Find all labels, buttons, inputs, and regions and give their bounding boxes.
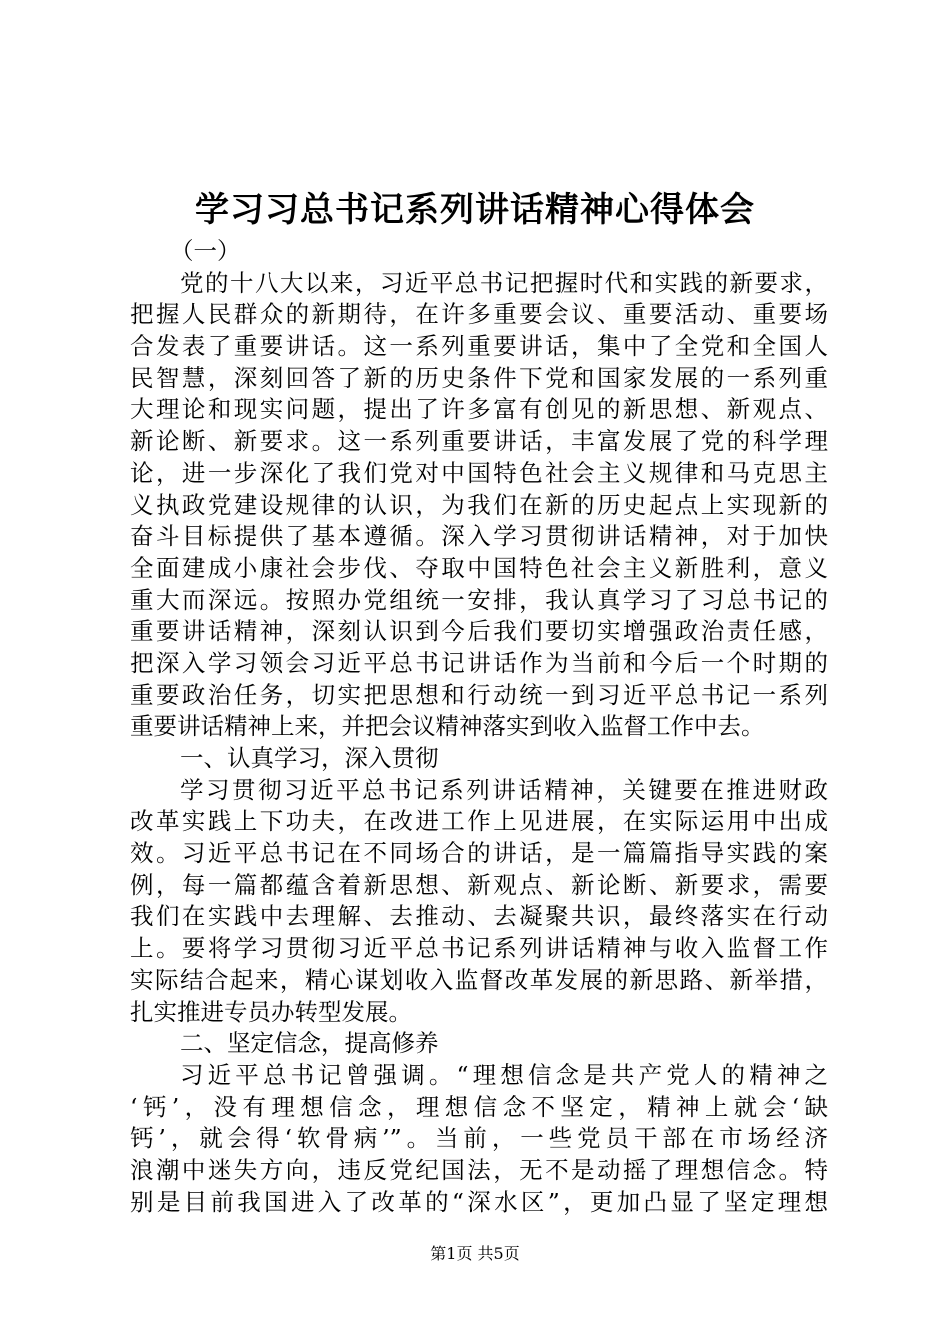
body-text-line: 义执政党建设规律的认识，为我们在新的历史起点上实现新的 [130, 490, 828, 519]
body-text-line: 别是目前我国进入了改革的“深水区”，更加凸显了坚定理想 [130, 1187, 828, 1216]
body-text-line: 例，每一篇都蕴含着新思想、新观点、新论断、新要求，需要 [130, 870, 828, 899]
body-text-line: 扎实推进专员办转型发展。 [130, 997, 412, 1026]
body-text-line: 党的十八大以来，习近平总书记把握时代和实践的新要求， [180, 268, 828, 297]
body-text-line: 奋斗目标提供了基本遵循。深入学习贯彻讲话精神，对于加快 [130, 522, 828, 551]
body-text-line: 把握人民群众的新期待，在许多重要会议、重要活动、重要场 [130, 300, 828, 329]
body-text-line: 效。习近平总书记在不同场合的讲话，是一篇篇指导实践的案 [130, 839, 828, 868]
body-text-line: 论，进一步深化了我们党对中国特色社会主义规律和马克思主 [130, 458, 828, 487]
body-text-line: 我们在实践中去理解、去推动、去凝聚共识，最终落实在行动 [130, 902, 828, 931]
body-text-line: 重要讲话精神，深刻认识到今后我们要切实增强政治责任感， [130, 617, 828, 646]
body-text-line: 新论断、新要求。这一系列重要讲话，丰富发展了党的科学理 [130, 427, 828, 456]
body-text-line: 浪潮中迷失方向，违反党纪国法，无不是动摇了理想信念。特 [130, 1155, 828, 1184]
body-text-line: 一、认真学习，深入贯彻 [180, 744, 439, 772]
body-text-line: （一） [170, 237, 241, 265]
body-text-line: 习近平总书记曾强调。“理想信念是共产党人的精神之 [180, 1060, 828, 1089]
body-text-line: ‘钙’，没有理想信念，理想信念不坚定，精神上就会‘缺 [130, 1092, 828, 1121]
body-text-line: 重要讲话精神上来，并把会议精神落实到收入监督工作中去。 [130, 712, 765, 741]
body-text-line: 改革实践上下功夫，在改进工作上见进展，在实际运用中出成 [130, 807, 828, 836]
body-text-line: 民智慧，深刻回答了新的历史条件下党和国家发展的一系列重 [130, 363, 828, 392]
body-text-line: 学习贯彻习近平总书记系列讲话精神，关键要在推进财政 [180, 775, 828, 804]
body-text-line: 大理论和现实问题，提出了许多富有创见的新思想、新观点、 [130, 395, 828, 424]
body-text-line: 上。要将学习贯彻习近平总书记系列讲话精神与收入监督工作 [130, 934, 828, 963]
page-number-footer: 第1页 共5页 [430, 1244, 520, 1263]
body-text-line: 重大而深远。按照办党组统一安排，我认真学习了习总书记的 [130, 585, 828, 614]
body-text-line: 二、坚定信念，提高修养 [180, 1029, 439, 1058]
body-text-line: 合发表了重要讲话。这一系列重要讲话，集中了全党和全国人 [130, 332, 828, 361]
body-text-line: 实际结合起来，精心谋划收入监督改革发展的新思路、新举措， [130, 965, 828, 994]
document-body [130, 236, 828, 1218]
body-text-line: 钙’，就会得‘软骨病’”。当前，一些党员干部在市场经济 [130, 1124, 828, 1153]
document-title: 学习习总书记系列讲话精神心得体会 [195, 190, 755, 230]
body-text-line: 把深入学习领会习近平总书记讲话作为当前和今后一个时期的 [130, 648, 828, 677]
body-text-line: 重要政治任务，切实把思想和行动统一到习近平总书记一系列 [130, 680, 828, 709]
body-text-line: 全面建成小康社会步伐、夺取中国特色社会主义新胜利，意义 [130, 553, 828, 582]
